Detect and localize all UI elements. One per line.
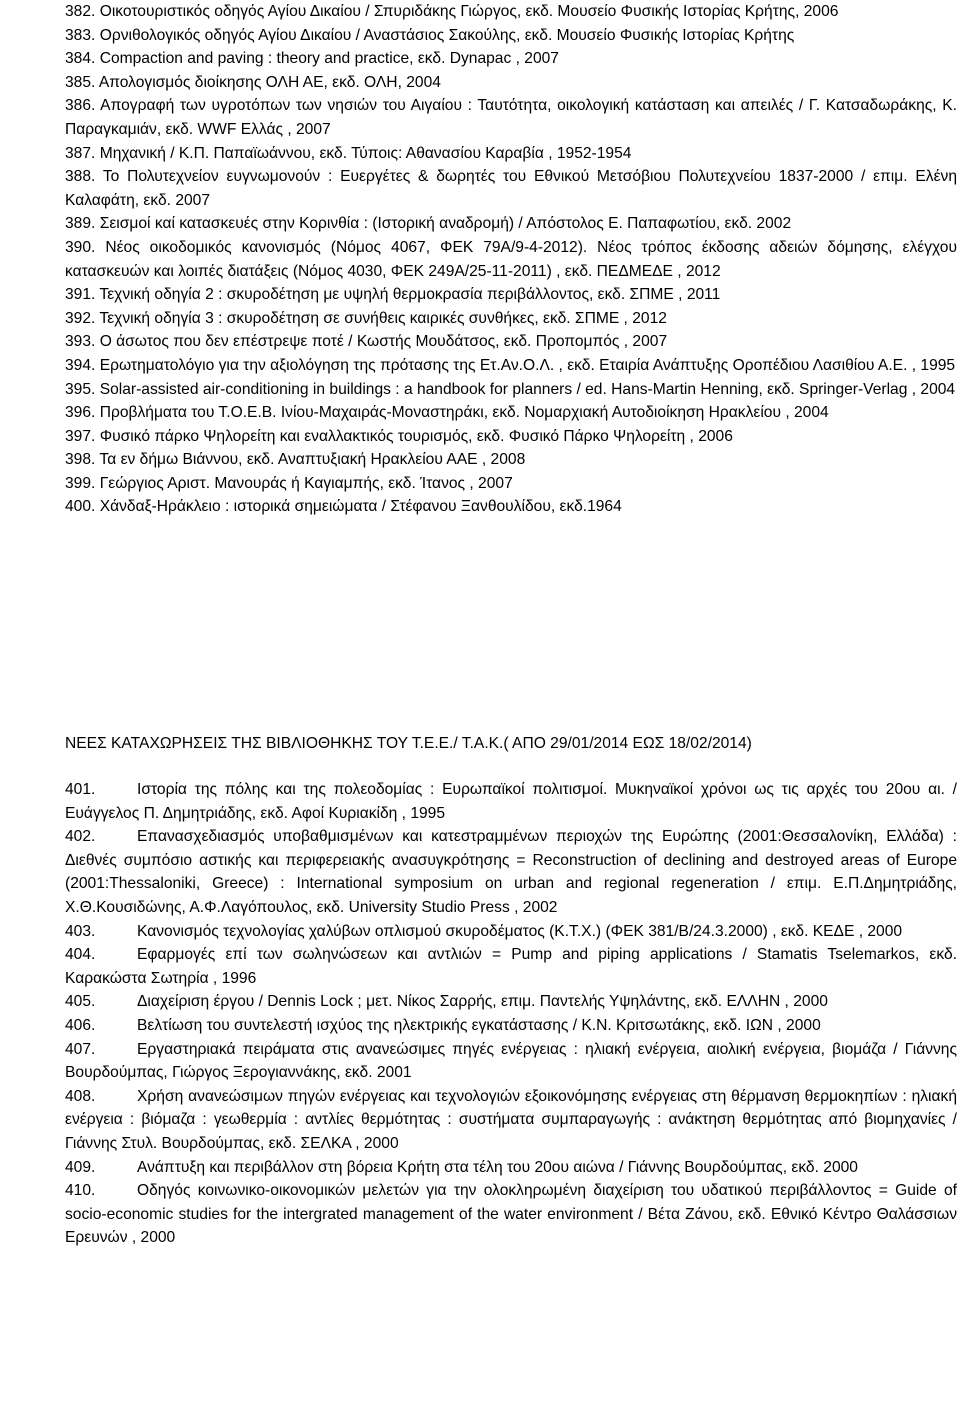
list-item bbox=[65, 1038, 957, 1085]
entry-number: 389. bbox=[65, 215, 96, 233]
list-item bbox=[65, 142, 957, 166]
list-item bbox=[65, 1156, 957, 1180]
list-item bbox=[65, 448, 957, 472]
entry-number: 400. bbox=[65, 498, 96, 516]
list-item bbox=[65, 401, 957, 425]
entry-text: Ορνιθολογικός οδηγός Αγίου Δικαίου / Αναστάσιος Σακούλης, εκδ. Μουσείο Φυσικής Ιστορίας Κρήτης bbox=[99, 26, 795, 44]
list-item bbox=[65, 94, 957, 141]
entry-number: 382. bbox=[65, 3, 96, 20]
entry-text: Solar-assisted air-conditioning in buildings : a handbook for planners / ed. Hans-Martin Henning, εκδ. Springer-Verlag , 2004 bbox=[99, 380, 956, 398]
bibliography-list-b bbox=[65, 778, 957, 1250]
entry-number: 386. bbox=[65, 97, 96, 115]
list-item bbox=[65, 236, 957, 283]
entry-text: Το Πολυτεχνείον ευγνωμονούν : Ευεργέτες & δωρητές του Εθνικού Μετσόβιου Πολυτεχνείου 1837-2000 / επιμ. Ελένη Καλαφάτη, εκδ. 2007 bbox=[65, 168, 957, 209]
list-item bbox=[65, 825, 957, 919]
list-item bbox=[65, 990, 957, 1014]
list-item bbox=[65, 378, 957, 402]
entry-number: 384. bbox=[65, 50, 96, 68]
entry-number: 396. bbox=[65, 404, 96, 422]
list-item bbox=[65, 71, 957, 95]
entry-text: Φυσικό πάρκο Ψηλορείτη και εναλλακτικός τουρισμός, εκδ. Φυσικό Πάρκο Ψηλορείτη , 2006 bbox=[99, 427, 733, 445]
entry-number: 403. bbox=[65, 922, 96, 940]
entry-number: 391. bbox=[65, 286, 96, 304]
entry-text: Χρήση ανανεώσιμων πηγών ενέργειας και τεχνολογιών εξοικονόμησης ενέργειας στη θέρμανση θερμοκηπίων : ηλιακή ενέργεια : βιόμαζα : γεωθερμία : αντλίες θερμότητας : συστήματα συμπαραγωγής : ανάκτηση θερμότητας από βιομηχανίες / Γιάννης Στυλ. Βουρδούμπας, εκδ. ΣΕΛΚΑ , 2000 bbox=[65, 1087, 957, 1152]
entry-number: 407. bbox=[65, 1040, 96, 1058]
entry-number: 394. bbox=[65, 356, 96, 374]
list-item bbox=[65, 307, 957, 331]
list-item bbox=[65, 0, 957, 24]
list-item bbox=[65, 1014, 957, 1038]
entry-number: 409. bbox=[65, 1158, 96, 1176]
list-item bbox=[65, 283, 957, 307]
list-item bbox=[65, 47, 957, 71]
entry-text: Απογραφή των υγροτόπων των νησιών του Αιγαίου : Ταυτότητα, οικολογική κατάσταση και απειλές / Γ. Κατσαδωράκης, Κ. Παραγκαμιάν, εκδ. WWF Ελλάς , 2007 bbox=[65, 97, 957, 138]
entry-number: 393. bbox=[65, 333, 96, 351]
entry-number: 383. bbox=[65, 26, 96, 44]
entry-text: Ο άσωτος που δεν επέστρεψε ποτέ / Κωστής Μουδάτσος, εκδ. Προπομπός , 2007 bbox=[99, 333, 668, 351]
entry-number: 406. bbox=[65, 1016, 96, 1034]
entry-text: Τα εν δήμω Βιάννου, εκδ. Αναπτυξιακή Ηρακλείου ΑΑΕ , 2008 bbox=[99, 451, 526, 469]
entry-text: Compaction and paving : theory and practice, εκδ. Dynapac , 2007 bbox=[99, 50, 559, 68]
entry-text: Οδηγός κοινωνικο-οικονομικών μελετών για την ολοκληρωμένη διαχείριση του υδατικού περιβάλλοντος = Guide of socio-economic studies for the intergrated management of the water environment / Βέτα Ζάνου, εκδ. Εθνικό Κέντρο Θαλάσσιων Ερευνών , 2000 bbox=[65, 1182, 957, 1247]
entry-text: Ανάπτυξη και περιβάλλον στη βόρεια Κρήτη στα τέλη του 20ου αιώνα / Γιάννης Βουρδούμπας, εκδ. 2000 bbox=[137, 1158, 858, 1176]
bibliography-list-a bbox=[65, 0, 957, 519]
entry-number: 398. bbox=[65, 451, 96, 469]
entry-text: Ιστορία της πόλης και της πολεοδομίας : Ευρωπαϊκοί πολιτισμοί. Μυκηναϊκοί χρόνοι ως τις αρχές του 20ου αι. / Ευάγγελος Π. Δημητριάδης, εκδ. Αφοί Κυριακίδη , 1995 bbox=[65, 781, 957, 822]
entry-number: 395. bbox=[65, 380, 96, 398]
list-item bbox=[65, 1085, 957, 1156]
list-item bbox=[65, 920, 957, 944]
entry-number: 397. bbox=[65, 427, 96, 445]
entry-text: Τεχνική οδηγία 2 : σκυροδέτηση με υψηλή θερμοκρασία περιβάλλοντος, εκδ. ΣΠΜΕ , 2011 bbox=[99, 286, 721, 304]
list-item bbox=[65, 425, 957, 449]
list-item bbox=[65, 24, 957, 48]
entry-text: Οικοτουριστικός οδηγός Αγίου Δικαίου / Σπυριδάκης Γιώργος, εκδ. Μουσείο Φυσικής Ιστορίας Κρήτης, 2006 bbox=[99, 3, 839, 20]
section-heading: ΝΕΕΣ ΚΑΤΑΧΩΡΗΣΕΙΣ ΤΗΣ ΒΙΒΛΙΟΘΗΚΗΣ ΤΟΥ Τ.Ε.Ε./ Τ.Α.Κ.( ΑΠΟ 29/01/2014 ΕΩΣ 18/02/2014) bbox=[65, 735, 752, 752]
list-item bbox=[65, 165, 957, 212]
entry-text: Ερωτηματολόγιο για την αξιολόγηση της πρότασης της Ετ.Αν.Ο.Λ. , εκδ. Εταιρία Ανάπτυξης Οροπέδιου Λασιθίου Α.Ε. , 1995 bbox=[99, 356, 956, 374]
list-item bbox=[65, 495, 957, 519]
entry-text: Βελτίωση του συντελεστή ισχύος της ηλεκτρικής εγκατάστασης / Κ.Ν. Κριτσωτάκης, εκδ. ΙΩΝ , 2000 bbox=[137, 1016, 821, 1034]
entry-number: 392. bbox=[65, 309, 96, 327]
entry-text: Νέος οικοδομικός κανονισμός (Νόμος 4067, ΦΕΚ 79Α/9-4-2012). Νέος τρόπος έκδοσης αδειών δόμησης, ελέγχου κατασκευών και λοιπές διατάξεις (Νόμος 4030, ΦΕΚ 249Α/25-11-2011) , εκδ. ΠΕΔΜΕΔΕ , 2012 bbox=[65, 238, 957, 280]
list-item bbox=[65, 1179, 957, 1250]
entry-number: 385. bbox=[65, 73, 96, 91]
entry-number: 402. bbox=[65, 828, 96, 846]
list-item bbox=[65, 472, 957, 496]
entry-number: 404. bbox=[65, 946, 96, 964]
entry-text: Προβλήματα του Τ.Ο.Ε.Β. Ινίου-Μαχαιράς-Μοναστηράκι, εκδ. Νομαρχιακή Αυτοδιοίκηση Ηρακλείου , 2004 bbox=[99, 404, 829, 422]
entry-number: 388. bbox=[65, 168, 96, 186]
entry-number: 410. bbox=[65, 1182, 96, 1200]
list-item bbox=[65, 778, 957, 825]
entry-number: 405. bbox=[65, 993, 96, 1011]
entry-number: 399. bbox=[65, 474, 96, 492]
list-item bbox=[65, 330, 957, 354]
entry-number: 401. bbox=[65, 781, 96, 798]
entry-number: 408. bbox=[65, 1087, 96, 1105]
entry-text: Τεχνική οδηγία 3 : σκυροδέτηση σε συνήθεις καιρικές συνθήκες, εκδ. ΣΠΜΕ , 2012 bbox=[99, 309, 667, 327]
entry-number: 387. bbox=[65, 144, 96, 162]
list-item bbox=[65, 354, 957, 378]
entry-text: Μηχανική / Κ.Π. Παπαϊωάννου, εκδ. Τύποις: Αθανασίου Καραβία , 1952-1954 bbox=[99, 144, 632, 162]
entry-text: Εργαστηριακά πειράματα στις ανανεώσιμες πηγές ενέργειας : ηλιακή ενέργεια, αιολική ενέργεια, βιομάζα / Γιάννης Βουρδούμπας, Γιώργος Ξερογιαννάκης, εκδ. 2001 bbox=[65, 1040, 957, 1082]
entry-text: Διαχείριση έργου / Dennis Lock ; μετ. Νίκος Σαρρής, επιμ. Παντελής Υψηλάντης, εκδ. ΕΛΛΗΝ , 2000 bbox=[137, 993, 828, 1011]
list-item bbox=[65, 943, 957, 990]
entry-text: Επανασχεδιασμός υποβαθμισμένων και κατεστραμμένων περιοχών της Ευρώπης (2001:Θεσσαλονίκη, Ελλάδα) : Διεθνές συμπόσιο αστικής και περιφερειακής ανασυγκρότησης = Reconstruction of declining and destroyed areas of Europe (2001:Thessaloniki, Greece) : International symposium on urban and regional regeneration / επιμ. Ε.Π.Δημητριάδης, Χ.Θ.Κουσιδώνης, Α.Φ.Λαγόπουλος, εκδ. University Studio Press , 2002 bbox=[65, 828, 957, 916]
entry-text: Κανονισμός τεχνολογίας χαλύβων οπλισμού σκυροδέματος (Κ.Τ.Χ.) (ΦΕΚ 381/Β/24.3.2000) , εκδ. ΚΕΔΕ , 2000 bbox=[137, 922, 903, 940]
entry-text: Γεώργιος Αριστ. Μανουράς ή Καγιαμπής, εκδ. Ίτανος , 2007 bbox=[99, 474, 513, 492]
entry-text: Απολογισμός διοίκησης ΟΛΗ ΑΕ, εκδ. ΟΛΗ, 2004 bbox=[98, 73, 441, 91]
entry-text: Χάνδαξ-Ηράκλειο : ιστορικά σημειώματα / Στέφανου Ξανθουλίδου, εκδ.1964 bbox=[99, 498, 622, 516]
entry-text: Σεισμοί καί κατασκευές στην Κορινθία : (Ιστορική αναδρομή) / Απόστολος Ε. Παπαφωτίου, εκδ. 2002 bbox=[99, 215, 792, 233]
list-item bbox=[65, 212, 957, 236]
entry-number: 390. bbox=[65, 238, 96, 256]
entry-text: Εφαρμογές επί των σωληνώσεων και αντλιών = Pump and piping applications / Stamatis Tselemarkos, εκδ. Καρακώστα Σωτηρία , 1996 bbox=[65, 946, 957, 987]
